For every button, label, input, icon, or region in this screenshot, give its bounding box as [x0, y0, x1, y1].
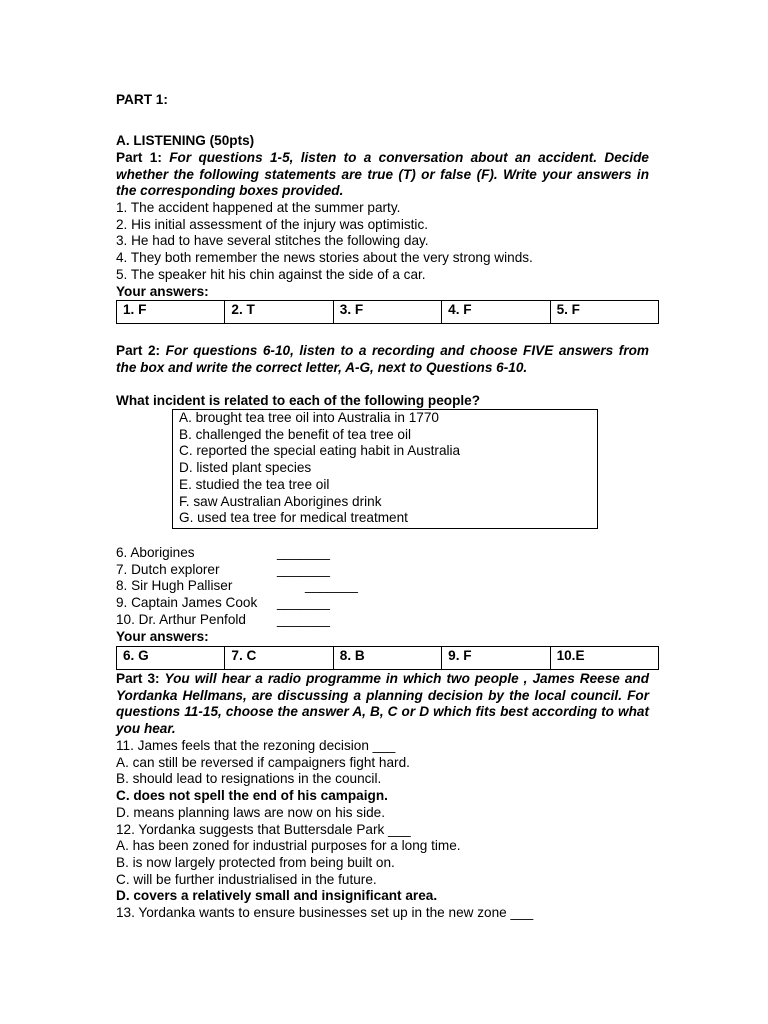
- answer-blank: _______: [305, 578, 358, 594]
- choice-item: B. should lead to resignations in the council.: [116, 771, 382, 787]
- person-name: 6. Aborigines: [116, 545, 195, 560]
- option-item: D. listed plant species: [179, 460, 312, 476]
- person-name: 10. Dr. Arthur Penfold: [116, 611, 246, 627]
- part3-label: Part 3:: [116, 671, 160, 686]
- answer-cell: 9. F: [442, 647, 550, 670]
- answer-cell: 4. F: [442, 301, 550, 324]
- answer-cell: 6. G: [117, 647, 225, 670]
- choice-item-selected: D. covers a relatively small and insignificant area.: [116, 888, 438, 904]
- person-row: [116, 595, 416, 612]
- person-name: 8. Sir Hugh Palliser: [116, 578, 233, 594]
- answer-cell: 8. B: [333, 647, 441, 670]
- part1-instruction-text: For questions 1-5, listen to a conversation about an accident. Decide whether the following statements are true (T) or false (F). Write your answers in the corresponding boxes provided.: [116, 150, 649, 199]
- statement-item: 4. They both remember the news stories about the very strong winds.: [116, 250, 533, 266]
- choice-item-selected: C. does not spell the end of his campaign.: [116, 788, 388, 804]
- part3-instruction: [116, 671, 649, 738]
- part1-answers-label: Your answers:: [116, 284, 209, 299]
- choice-item: C. will be further industrialised in the future.: [116, 871, 377, 887]
- answer-cell: 3. F: [333, 301, 441, 324]
- option-item: B. challenged the benefit of tea tree oil: [179, 426, 412, 442]
- answer-blank: _______: [277, 545, 330, 560]
- option-item: E. studied the tea tree oil: [179, 476, 330, 492]
- person-row: [116, 612, 416, 629]
- person-name: 7. Dutch explorer: [116, 561, 220, 577]
- options-box: [172, 409, 598, 529]
- question-stem: 12. Yordanka suggests that Buttersdale Park ___: [116, 821, 411, 837]
- answer-blank: _______: [277, 561, 330, 577]
- section-title: A. LISTENING (50pts): [116, 133, 255, 148]
- choice-item: A. can still be reversed if campaigners fight hard.: [116, 754, 410, 770]
- choice-item: D. means planning laws are now on his side.: [116, 804, 386, 820]
- part1-label: Part 1:: [116, 150, 162, 165]
- part2-answer-table: [116, 646, 659, 670]
- part3-questions: [116, 738, 533, 922]
- part2-instruction: [116, 343, 649, 376]
- statement-item: 1. The accident happened at the summer party.: [116, 200, 401, 215]
- person-name: 9. Captain James Cook: [116, 595, 258, 611]
- part-heading: PART 1:: [116, 92, 168, 107]
- question-stem: 11. James feels that the rezoning decision ___: [116, 738, 396, 753]
- option-item: C. reported the special eating habit in Australia: [179, 443, 461, 459]
- option-item: A. brought tea tree oil into Australia in 1770: [179, 410, 439, 425]
- person-row: [116, 545, 416, 562]
- option-item: F. saw Australian Aborigines drink: [179, 493, 382, 509]
- choice-item: A. has been zoned for industrial purposes for a long time.: [116, 838, 461, 854]
- answer-cell: 10.E: [550, 647, 658, 670]
- answer-cell: 5. F: [550, 301, 658, 324]
- part3-instruction-text: You will hear a radio programme in which two people , James Reese and Yordanka Hellmans, are discussing a planning decision by the local council. For questions 11-15, choose the answer A, B, C or D which fits best according to what you hear.: [116, 671, 649, 737]
- answer-cell: 1. F: [117, 301, 225, 324]
- part1-statements: [116, 200, 533, 284]
- part2-instruction-text: For questions 6-10, listen to a recording and choose FIVE answers from the box and write the correct letter, A-G, next to Questions 6-10.: [116, 343, 649, 375]
- part1-answer-table: [116, 300, 659, 324]
- answer-cell: 7. C: [225, 647, 333, 670]
- part1-instruction: [116, 150, 649, 200]
- statement-item: 2. His initial assessment of the injury was optimistic.: [116, 216, 429, 232]
- question-stem: 13. Yordanka wants to ensure businesses set up in the new zone ___: [116, 905, 534, 921]
- person-row: [116, 578, 416, 595]
- statement-item: 3. He had to have several stitches the following day.: [116, 233, 429, 249]
- statement-item: 5. The speaker hit his chin against the side of a car.: [116, 266, 426, 282]
- people-list: [116, 545, 416, 628]
- part2-answers-label: Your answers:: [116, 629, 209, 644]
- part2-question: What incident is related to each of the following people?: [116, 393, 481, 408]
- answer-cell: 2. T: [225, 301, 333, 324]
- answer-blank: _______: [277, 611, 330, 627]
- answer-blank: _______: [277, 595, 330, 611]
- option-item: G. used tea tree for medical treatment: [179, 510, 408, 526]
- person-row: [116, 562, 416, 579]
- part2-label: Part 2:: [116, 343, 161, 358]
- choice-item: B. is now largely protected from being built on.: [116, 854, 395, 870]
